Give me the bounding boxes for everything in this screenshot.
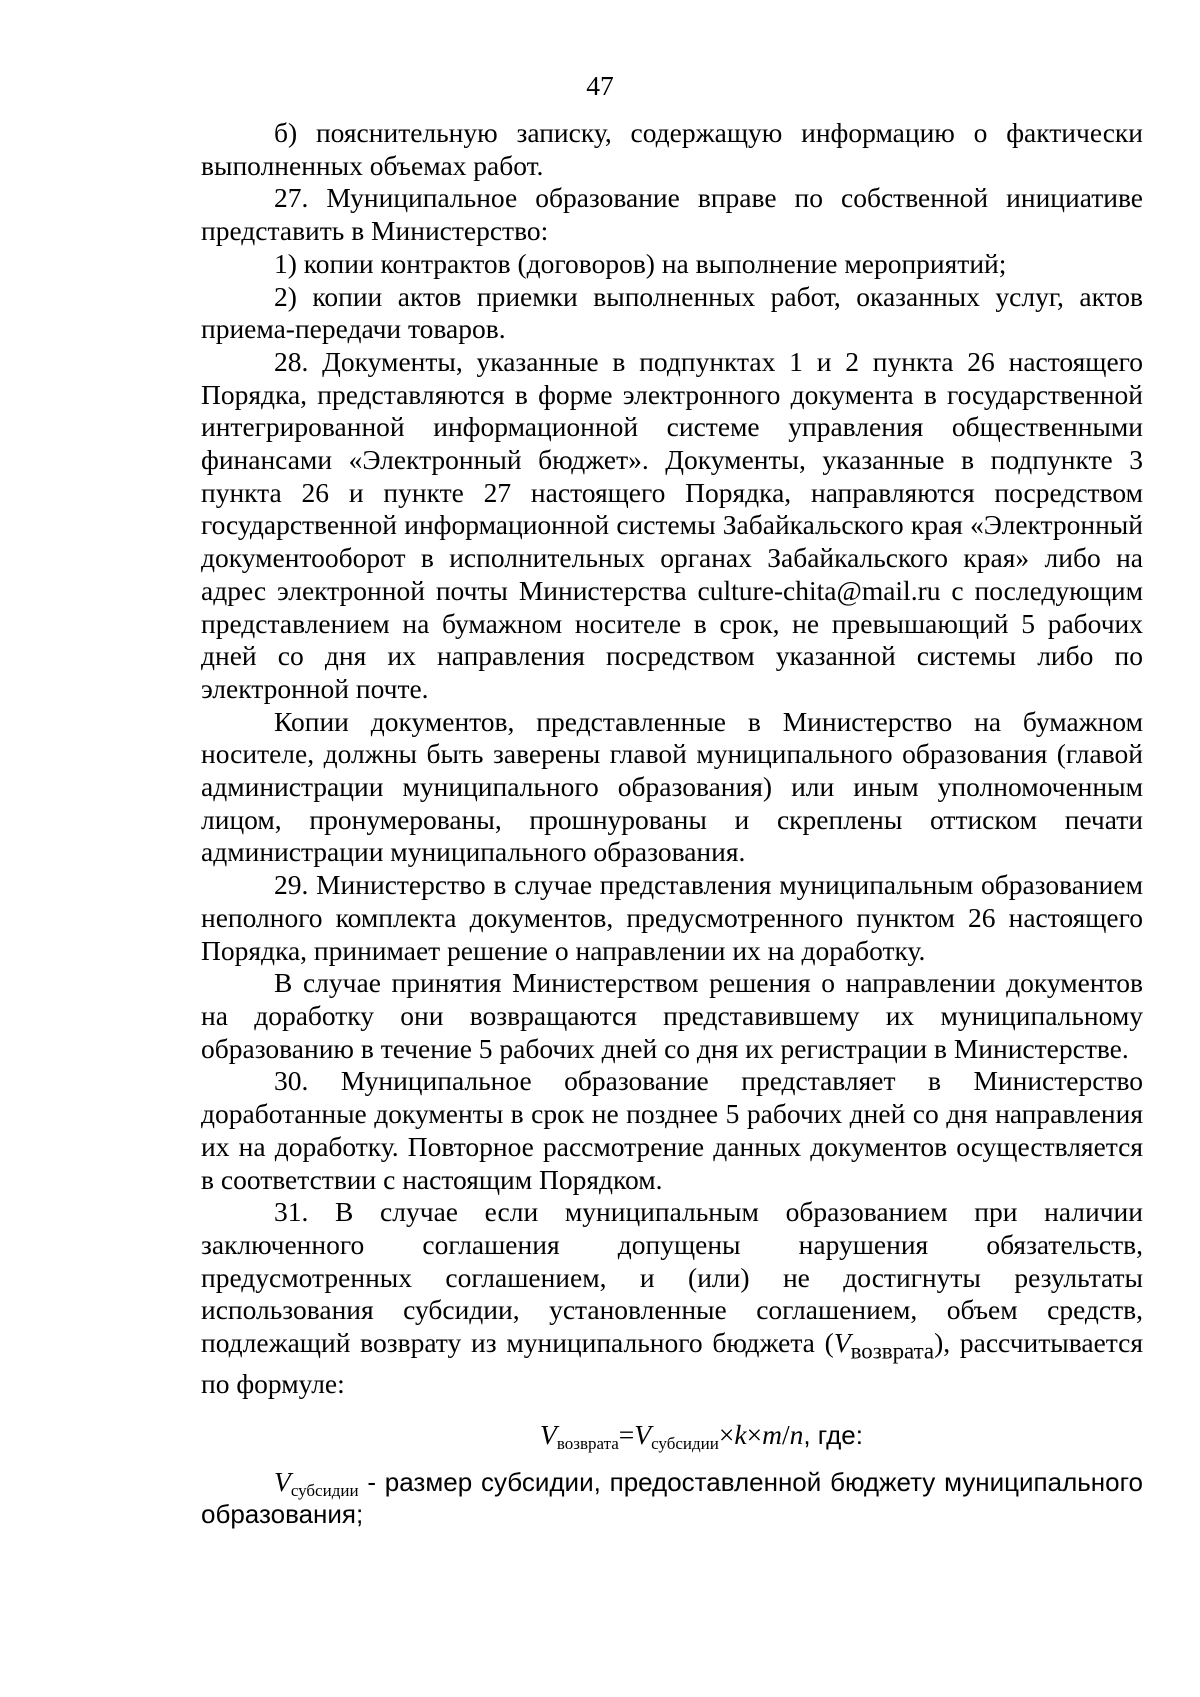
paragraph-28-copies: Копии документов, представленные в Министерство на бумажном носителе, должны быть заверены главой муниципального образования (главой администрации муниципального образования) или иным уполномоченным лицом, пронумерованы, прошнурованы и скреплены оттиском печати администрации муниципального образования. [201, 705, 1143, 868]
formula-times-2: × [746, 1418, 763, 1450]
page-number: 47 [586, 70, 614, 101]
formula-sub-subsidy: субсидии [651, 1433, 719, 1453]
formula-n: n [789, 1418, 804, 1450]
paragraph-29: 29. Министерство в случае представления муниципальным образованием неполного комплекта документов, предусмотренного пунктом 26 настоящего Порядка, принимает решение о направлении их на доработку. [201, 869, 1143, 966]
paragraph-b-explanatory-note: б) пояснительную записку, содержащую информацию о фактически выполненных объемах работ. [201, 117, 1143, 181]
document-body [201, 117, 1143, 1531]
paragraph-27-item-2: 2) копии актов приемки выполненных работ, оказанных услуг, актов приема-передачи товаров. [201, 280, 1143, 345]
paragraph-31 [201, 1196, 1143, 1401]
formula-times-1: × [718, 1418, 735, 1450]
formula-sub-return: возврата [556, 1433, 619, 1453]
paragraph-31-text-before: 31. В случае если муниципальным образованием при наличии заключенного соглашения допущены нарушения обязательств, предусмотренных соглашением, и (или) не достигнуты результаты использования субсидии, установленные соглашением, объем средств, подлежащий возврату из муниципального бюджета ( [201, 1196, 1143, 1359]
definition-v-subsidy [201, 1466, 1143, 1531]
formula-m: m [762, 1418, 782, 1450]
formula-v-subsidy: V [634, 1418, 652, 1450]
variable-v-return: V [833, 1327, 851, 1359]
formula-k: k [734, 1418, 747, 1450]
subscript-return: возврата [850, 1338, 935, 1364]
formula-v-return: V [540, 1418, 557, 1450]
definition-subscript: субсидии [290, 1480, 359, 1500]
paragraph-30: 30. Муниципальное образование представляет в Министерство доработанные документы в срок не позднее 5 рабочих дней со дня направления их на доработку. Повторное рассмотрение данных документов осуществляется в соответствии с настоящим Порядком. [201, 1065, 1143, 1195]
formula-equals: = [618, 1418, 635, 1450]
definition-text: - размер субсидии, предоставленной бюджету муниципального образования; [201, 1466, 1143, 1530]
formula-slash: / [781, 1418, 790, 1450]
paragraph-31-text-after: ), рассчитывается по формуле: [201, 1327, 1143, 1400]
definition-variable: V [274, 1465, 291, 1497]
formula-where: , где: [803, 1419, 863, 1450]
paragraph-29-return: В случае принятия Министерством решения о направлении документов на доработку они возвращаются представившему их муниципальному образованию в течение 5 рабочих дней со дня их регистрации в Министерстве. [201, 967, 1143, 1064]
paragraph-27-item-1: 1) копии контрактов (договоров) на выполнение мероприятий; [274, 247, 1007, 279]
paragraph-28: 28. Документы, указанные в подпунктах 1 и 2 пункта 26 настоящего Порядка, представляются в форме электронного документа в государственной интегрированной информационной системе управления общественными финансами «Электронный бюджет». Документы, указанные в подпункте 3 пункта 26 и пункте 27 настоящего Порядка, направляются посредством государственной информационной системы Забайкальского края «Электронный документооборот в исполнительных органах Забайкальского края» либо на адрес электронной почты Министерства culture-chita@mail.ru с последующим представлением на бумажном носителе в срок, не превышающий 5 рабочих дней со дня их направления посредством указанной системы либо по электронной почте. [201, 345, 1143, 704]
return-formula [201, 1419, 1143, 1452]
paragraph-27: 27. Муниципальное образование вправе по собственной инициативе представить в Министерство: [201, 182, 1143, 247]
